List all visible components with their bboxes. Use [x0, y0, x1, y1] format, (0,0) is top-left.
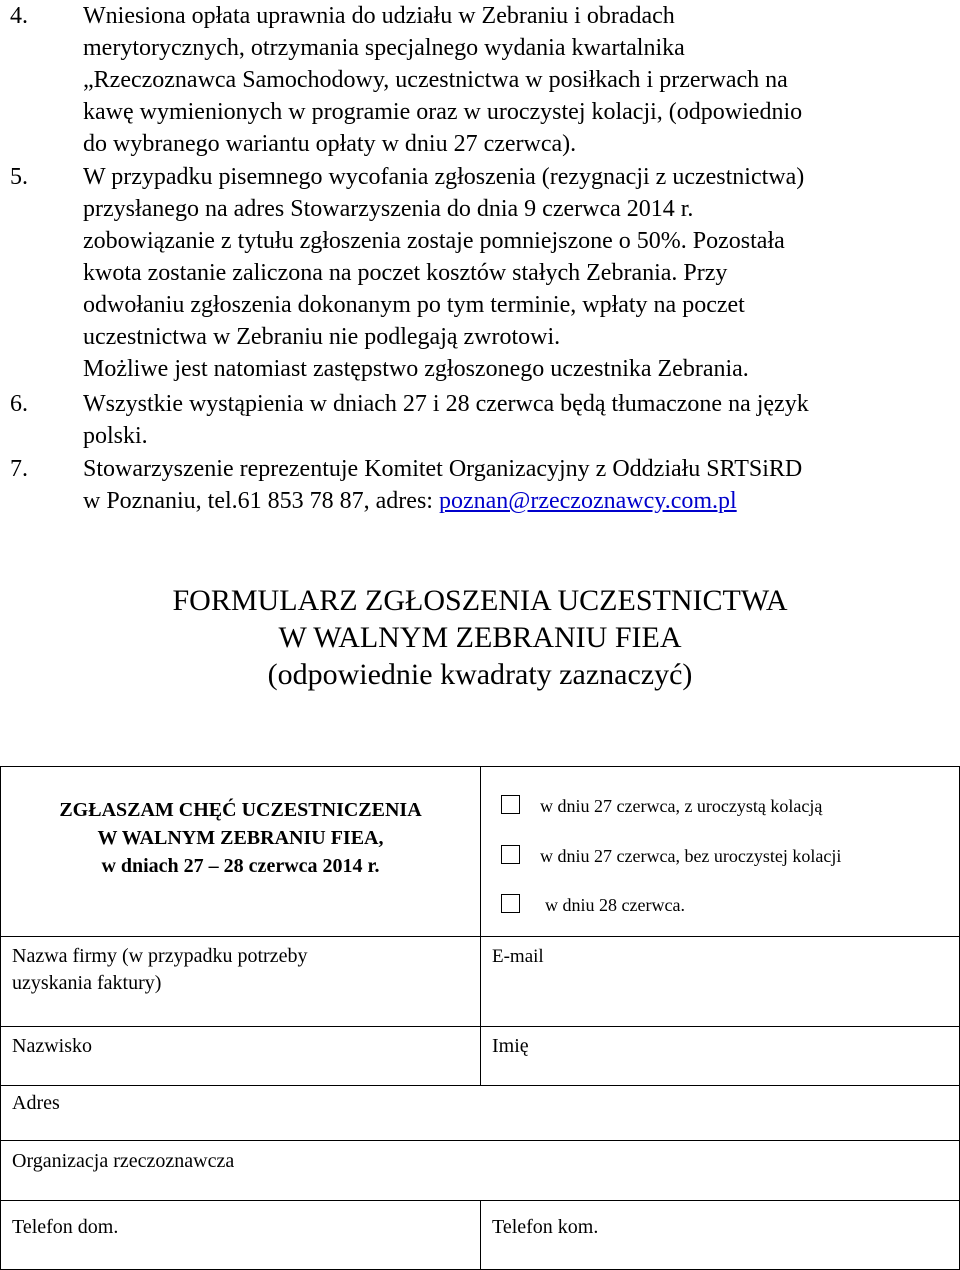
term-line: W przypadku pisemnego wycofania zgłoszenia (rezygnacji z uczestnictwa) [83, 164, 805, 190]
address-field[interactable] [1, 1086, 960, 1141]
term-line: „Rzeczoznawca Samochodowy, uczestnictwa w posiłkach i przerwach na [83, 67, 788, 93]
declaration-line: W WALNYM ZEBRANIU FIEA, [97, 827, 384, 849]
firstname-field[interactable] [481, 1027, 960, 1086]
form-row [1, 1141, 960, 1201]
checkbox[interactable] [501, 845, 520, 864]
declaration-line: ZGŁASZAM CHĘĆ UCZESTNICZENIA [59, 799, 422, 821]
term-line: odwołaniu zgłoszenia dokonanym po tym terminie, wpłaty na poczet [83, 292, 745, 318]
registration-form-table [0, 766, 960, 1270]
option-label: w dniu 27 czerwca, z uroczystą kolacją [540, 796, 823, 816]
term-line: merytorycznych, otrzymania specjalnego wydania kwartalnika [83, 35, 685, 61]
surname-field[interactable] [1, 1027, 481, 1086]
home-phone-field[interactable] [1, 1201, 481, 1270]
firstname-label: Imię [492, 1035, 529, 1057]
term-line: przysłanego na adres Stowarzyszenia do dnia 9 czerwca 2014 r. [83, 196, 694, 222]
option-label: w dniu 27 czerwca, bez uroczystej kolacji [540, 846, 842, 866]
term-number: 4. [10, 3, 28, 29]
form-title: FORMULARZ ZGŁOSZENIA UCZESTNICTWA [172, 584, 788, 617]
term-line-text: w Poznaniu, tel.61 853 78 87, adres: [83, 488, 439, 514]
address-label: Adres [12, 1092, 60, 1114]
email-label: E-mail [492, 946, 544, 967]
checkbox[interactable] [501, 795, 520, 814]
form-subtitle: W WALNYM ZEBRANIU FIEA [278, 621, 682, 654]
company-label-line: uzyskania faktury) [12, 972, 162, 994]
checkbox[interactable] [501, 894, 520, 913]
organization-field[interactable] [1, 1141, 960, 1201]
form-row [1, 937, 960, 1027]
company-label [12, 943, 307, 997]
home-phone-label: Telefon dom. [12, 1216, 119, 1238]
term-line: Możliwe jest natomiast zastępstwo zgłoszonego uczestnika Zebrania. [83, 356, 749, 382]
company-label-line: Nazwa firmy (w przypadku potrzeby [12, 945, 308, 967]
company-field[interactable] [1, 937, 481, 1027]
form-instruction: (odpowiednie kwadraty zaznaczyć) [267, 658, 693, 691]
form-row [1, 1086, 960, 1141]
email-field[interactable] [481, 937, 960, 1027]
surname-label: Nazwisko [12, 1035, 92, 1057]
term-text [83, 453, 953, 517]
term-number: 7. [10, 456, 28, 482]
term-line: kawę wymienionych w programie oraz w uroczystej kolacji, (odpowiednio [83, 99, 803, 125]
option-with-dinner[interactable] [501, 795, 822, 817]
term-line: Stowarzyszenie reprezentuje Komitet Organizacyjny z Oddziału SRTSiRD [83, 456, 803, 482]
option-day-28[interactable] [501, 894, 685, 916]
declaration-cell [1, 767, 481, 937]
term-text [83, 0, 953, 160]
form-row [1, 767, 960, 937]
term-text [83, 161, 953, 385]
term-line: polski. [83, 423, 148, 449]
organization-label: Organizacja rzeczoznawcza [12, 1150, 235, 1172]
term-line: do wybranego wariantu opłaty w dniu 27 czerwca). [83, 131, 577, 157]
mobile-phone-label: Telefon kom. [492, 1216, 599, 1238]
term-text [83, 388, 953, 452]
term-line: Wniesiona opłata uprawnia do udziału w Zebraniu i obradach [83, 3, 675, 29]
term-line: kwota zostanie zaliczona na poczet kosztów stałych Zebrania. Przy [83, 260, 728, 286]
term-number: 5. [10, 164, 28, 190]
option-label: w dniu 28 czerwca. [545, 895, 685, 915]
form-row [1, 1201, 960, 1270]
email-link[interactable]: poznan@rzeczoznawcy.com.pl [438, 488, 737, 514]
mobile-phone-field[interactable] [481, 1201, 960, 1270]
term-number: 6. [10, 391, 28, 417]
term-line: uczestnictwa w Zebraniu nie podlegają zwrotowi. [83, 324, 561, 350]
options-cell [481, 767, 960, 937]
term-line [83, 485, 953, 517]
term-line: Wszystkie wystąpienia w dniach 27 i 28 czerwca będą tłumaczone na język [83, 391, 809, 417]
option-without-dinner[interactable] [501, 845, 841, 867]
form-row [1, 1027, 960, 1086]
term-line: zobowiązanie z tytułu zgłoszenia zostaje pomniejszone o 50%. Pozostała [83, 228, 785, 254]
declaration-line: w dniach 27 – 28 czerwca 2014 r. [101, 855, 380, 877]
